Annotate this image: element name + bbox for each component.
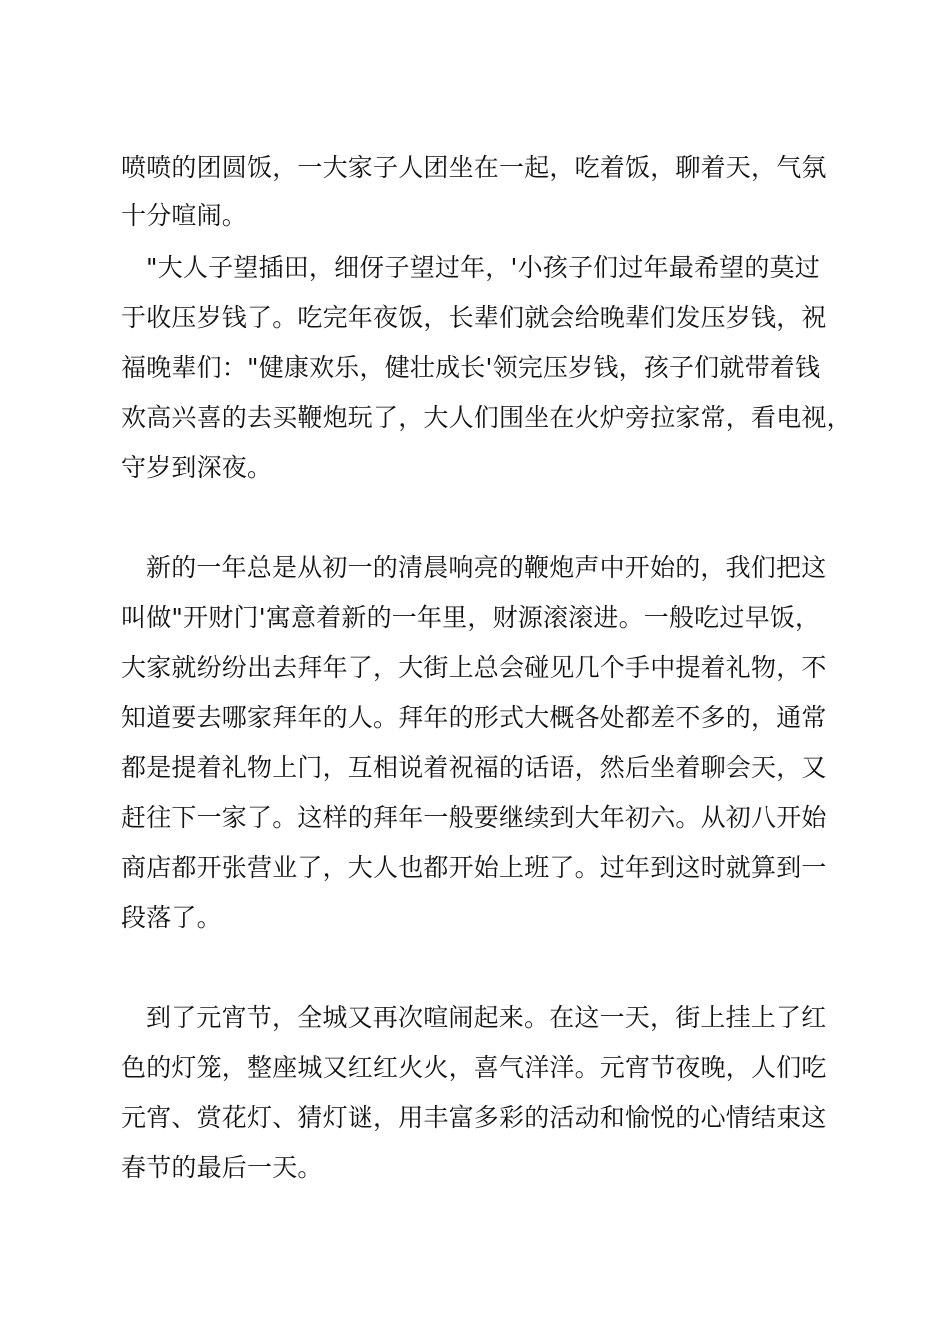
paragraph-2-line-1: "大人子望插田，细伢子望过年，'小孩子们过年最希望的莫过 (146, 253, 820, 282)
paragraph-4-line-4: 春节的最后一天。 (121, 1153, 323, 1182)
paragraph-3-line-2: 叫做"开财门'寓意着新的一年里，财源滚滚进。一般吃过早饭， (121, 603, 821, 632)
paragraph-4-line-1: 到了元宵节，全城又再次喧闹起来。在这一天，街上挂上了红 (146, 1003, 827, 1032)
paragraph-4-line-3: 元宵、赏花灯、猜灯谜，用丰富多彩的活动和愉悦的心情结束这 (121, 1103, 827, 1132)
paragraph-4-line-2: 色的灯笼，整座城又红红火火，喜气洋洋。元宵节夜晚，人们吃 (121, 1053, 827, 1082)
paragraph-3-line-7: 商店都开张营业了，大人也都开始上班了。过年到这时就算到一 (121, 853, 827, 882)
paragraph-2-line-5: 守岁到深夜。 (121, 453, 273, 482)
paragraph-3-line-1: 新的一年总是从初一的清晨响亮的鞭炮声中开始的，我们把这 (146, 553, 827, 582)
paragraph-3-line-3: 大家就纷纷出去拜年了，大街上总会碰见几个手中提着礼物，不 (121, 653, 827, 682)
paragraph-3-line-5: 都是提着礼物上门，互相说着祝福的话语，然后坐着聊会天，又 (121, 753, 827, 782)
paragraph-1-line-2: 十分喧闹。 (121, 201, 248, 230)
paragraph-2-line-3: 福晚辈们："健康欢乐，健壮成长'领完压岁钱，孩子们就带着钱 (121, 353, 821, 382)
paragraph-2-line-4: 欢高兴喜的去买鞭炮玩了，大人们围坐在火炉旁拉家常，看电视， (121, 403, 852, 432)
paragraph-3-line-8: 段落了。 (121, 903, 222, 932)
paragraph-1-line-1: 喷喷的团圆饭，一大家子人团坐在一起，吃着饭，聊着天，气氛 (121, 153, 827, 182)
paragraph-3-line-6: 赶往下一家了。这样的拜年一般要继续到大年初六。从初八开始 (121, 803, 827, 832)
paragraph-2-line-2: 于收压岁钱了。吃完年夜饭，长辈们就会给晚辈们发压岁钱，祝 (121, 303, 827, 332)
paragraph-3-line-4: 知道要去哪家拜年的人。拜年的形式大概各处都差不多的，通常 (121, 703, 827, 732)
